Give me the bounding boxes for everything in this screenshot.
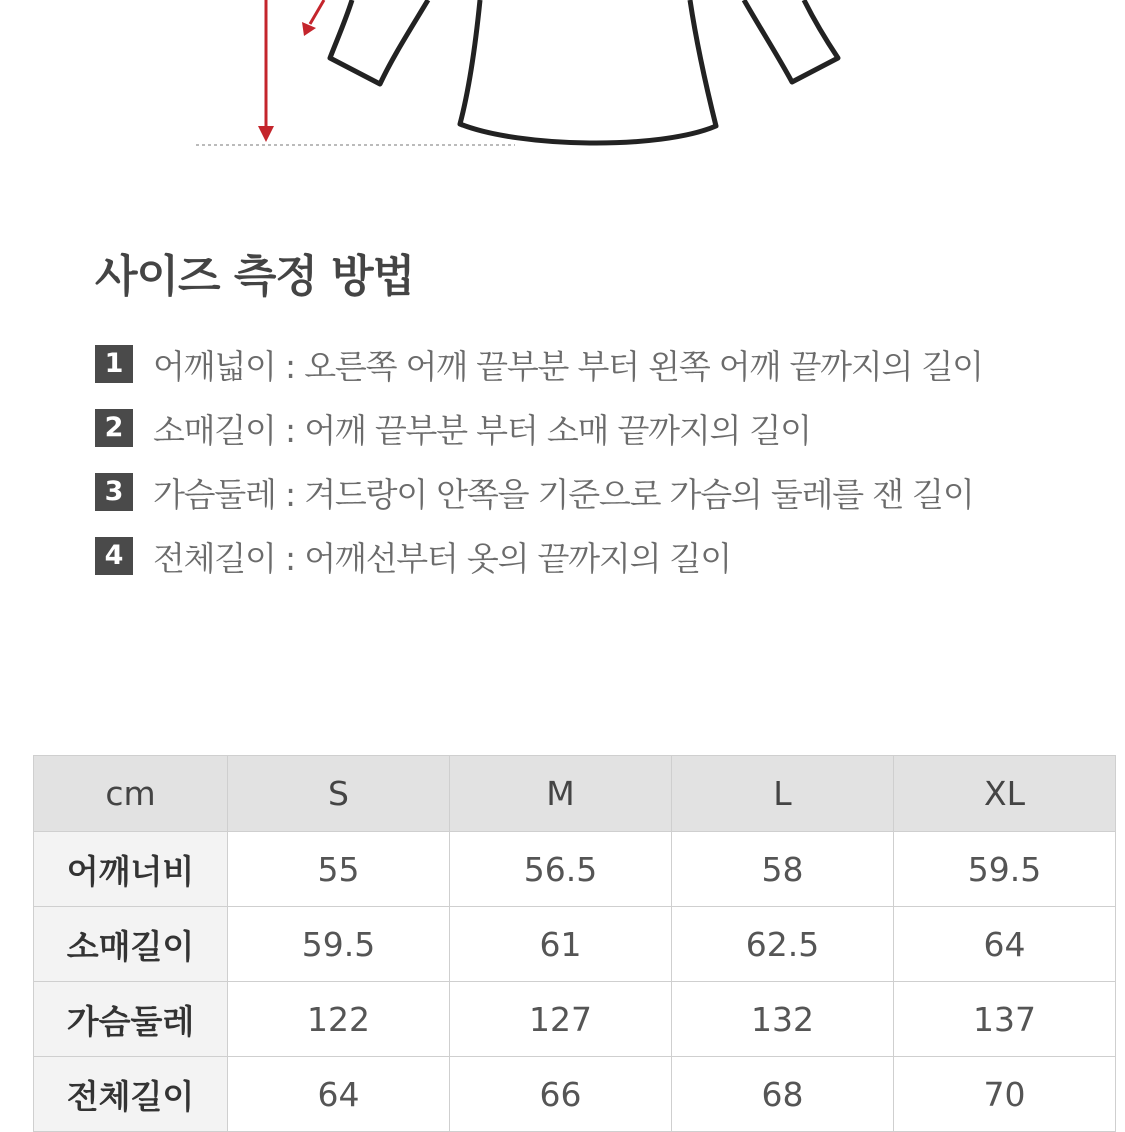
table-cell: 66 xyxy=(450,1057,672,1132)
table-cell: 61 xyxy=(450,907,672,982)
table-cell: 64 xyxy=(894,907,1116,982)
right-sleeve-outline xyxy=(744,0,838,82)
table-cell: 70 xyxy=(894,1057,1116,1132)
number-badge: 3 xyxy=(95,473,133,511)
method-text: 어깨넓이 : 오른쪽 어깨 끝부분 부터 왼쪽 어깨 끝까지의 길이 xyxy=(153,346,983,386)
size-header-xl: XL xyxy=(894,756,1116,832)
size-header-l: L xyxy=(672,756,894,832)
table-cell: 127 xyxy=(450,982,672,1057)
garment-measurement-diagram xyxy=(0,0,1125,200)
measurement-method-list xyxy=(95,332,983,588)
section-title: 사이즈 측정 방법 xyxy=(95,251,415,302)
table-row xyxy=(34,832,1116,907)
length-arrow-head xyxy=(258,126,274,142)
table-cell: 56.5 xyxy=(450,832,672,907)
table-cell: 137 xyxy=(894,982,1116,1057)
method-item xyxy=(95,396,983,460)
number-badge: 4 xyxy=(95,537,133,575)
table-cell: 62.5 xyxy=(672,907,894,982)
row-label: 전체길이 xyxy=(34,1057,228,1132)
number-badge: 1 xyxy=(95,345,133,383)
method-item xyxy=(95,332,983,396)
method-item xyxy=(95,524,983,588)
table-cell: 132 xyxy=(672,982,894,1057)
table-row xyxy=(34,982,1116,1057)
unit-header: cm xyxy=(34,756,228,832)
sleeve-arrow-line xyxy=(310,0,324,24)
table-cell: 122 xyxy=(228,982,450,1057)
size-header-m: M xyxy=(450,756,672,832)
table-row xyxy=(34,1057,1116,1132)
row-label: 가슴둘레 xyxy=(34,982,228,1057)
table-cell: 68 xyxy=(672,1057,894,1132)
method-text: 전체길이 : 어깨선부터 옷의 끝까지의 길이 xyxy=(153,538,731,578)
method-text: 가슴둘레 : 겨드랑이 안쪽을 기준으로 가슴의 둘레를 잰 길이 xyxy=(153,474,974,514)
sleeve-arrow-head xyxy=(302,22,316,36)
garment-body-outline xyxy=(460,0,716,143)
table-header-row xyxy=(34,756,1116,832)
row-label: 소매길이 xyxy=(34,907,228,982)
table-cell: 55 xyxy=(228,832,450,907)
size-table xyxy=(33,755,1116,1132)
table-cell: 58 xyxy=(672,832,894,907)
number-badge: 2 xyxy=(95,409,133,447)
table-cell: 59.5 xyxy=(228,907,450,982)
table-row xyxy=(34,907,1116,982)
method-item xyxy=(95,460,983,524)
row-label: 어깨너비 xyxy=(34,832,228,907)
left-sleeve-outline xyxy=(330,0,428,84)
table-cell: 59.5 xyxy=(894,832,1116,907)
table-cell: 64 xyxy=(228,1057,450,1132)
method-text: 소매길이 : 어깨 끝부분 부터 소매 끝까지의 길이 xyxy=(153,410,811,450)
size-header-s: S xyxy=(228,756,450,832)
